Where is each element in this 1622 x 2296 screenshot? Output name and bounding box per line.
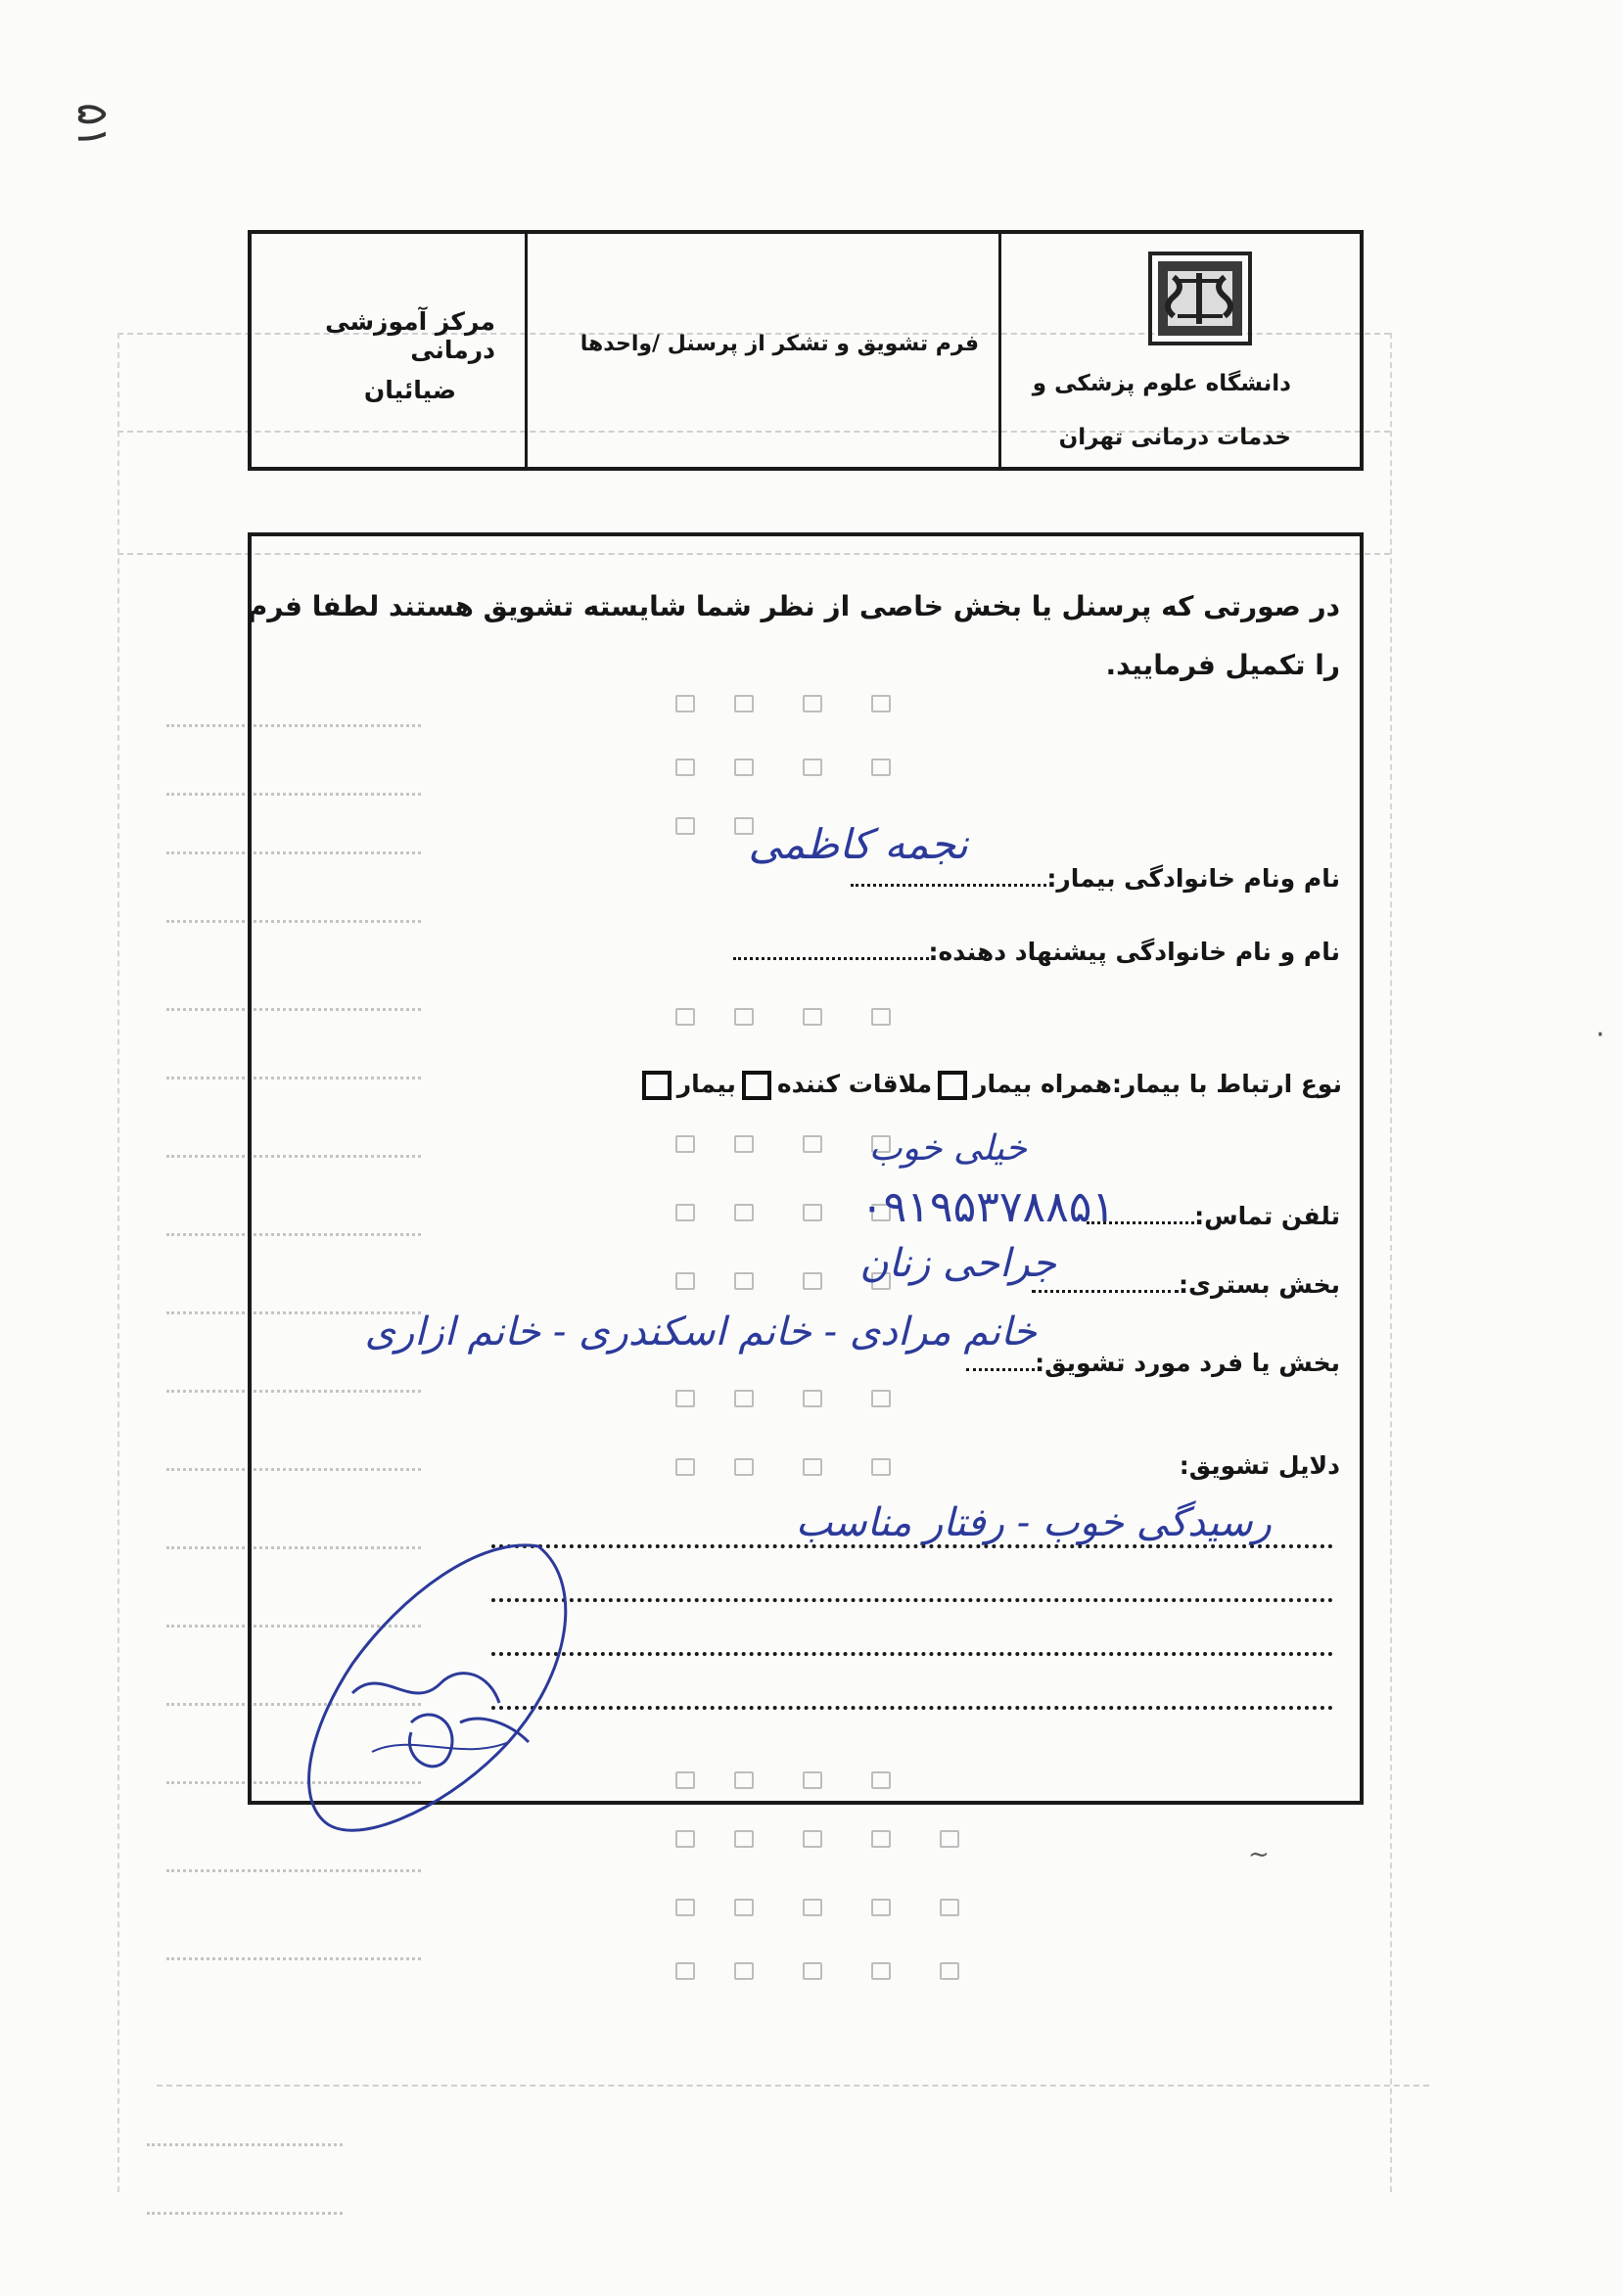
header-university-cell [1001,234,1360,467]
relation-note: خیلی خوب [868,1128,1027,1169]
relation-option-patient-label: بیمار [676,1070,736,1098]
patient-name-label: نام ونام خانوادگی بیمار: [1046,864,1340,893]
reason-line-4[interactable] [491,1706,1333,1710]
margin-mark: · [1596,1018,1605,1052]
header-title-cell [528,234,1001,467]
relation-patient-checkbox[interactable] [642,1071,672,1100]
reasons-label: دلایل تشویق: [1179,1451,1340,1480]
proposer-name-dots [733,940,929,960]
page-number: ۵۱ [68,103,117,150]
reason-line-1[interactable] [491,1544,1333,1548]
ward-label: بخش بستری: [1179,1270,1340,1299]
proposer-name-field[interactable] [733,938,1340,966]
patient-name-field[interactable] [851,864,1340,893]
reasons-value: رسیدگی خوب - رفتار مناسب [795,1500,1272,1545]
relation-option-companion-label: همراه بیمار [973,1070,1112,1098]
ward-field[interactable] [1032,1270,1340,1299]
stray-mark: ~ [1248,1840,1270,1869]
university-name-line2: خدمات درمانی تهران [1058,425,1291,450]
signature-scribble [294,1527,578,1860]
relation-option-visitor[interactable] [736,1070,932,1098]
relation-visitor-checkbox[interactable] [742,1071,771,1100]
ward-value: جراحی زنان [859,1241,1056,1286]
phone-label: تلفن تماس: [1194,1202,1340,1230]
relation-field [636,1070,1342,1100]
university-emblem-icon [1148,252,1252,345]
target-label: بخش یا فرد مورد تشویق: [1035,1349,1340,1377]
form-title: فرم تشویق و تشکر از پرسنل /واحدها [579,332,979,356]
patient-name-dots [851,866,1046,887]
relation-companion-checkbox[interactable] [938,1071,967,1100]
phone-value: ۰۹۱۹۵۳۷۸۸۵۱ [860,1182,1115,1232]
proposer-name-label: نام و نام خانوادگی پیشنهاد دهنده: [928,938,1340,966]
center-name-line1: مرکز آموزشی درمانی [325,307,495,364]
patient-name-value: نجمه کاظمی [748,820,968,868]
intro-text-line1: در صورتی که پرسنل یا بخش خاصی از نظر شما شایسته تشویق هستند لطفا فرم [247,590,1340,622]
reason-line-2[interactable] [491,1598,1333,1602]
relation-option-visitor-label: ملاقات کننده [776,1070,933,1098]
phone-field[interactable] [1087,1202,1340,1230]
relation-option-patient[interactable] [636,1070,736,1098]
university-name-line1: دانشگاه علوم پزشکی و [1032,371,1291,396]
reason-line-3[interactable] [491,1652,1333,1656]
target-value: خانم مرادی - خانم اسکندری - خانم ازاری [364,1309,1037,1355]
relation-option-companion[interactable] [932,1070,1112,1098]
relation-label: نوع ارتباط با بیمار: [1111,1070,1342,1098]
form-header [248,230,1364,471]
center-name-line2: ضیائیان [363,376,456,404]
intro-text-line2: را تکمیل فرمایید. [1105,649,1340,681]
header-center-cell [252,234,528,467]
